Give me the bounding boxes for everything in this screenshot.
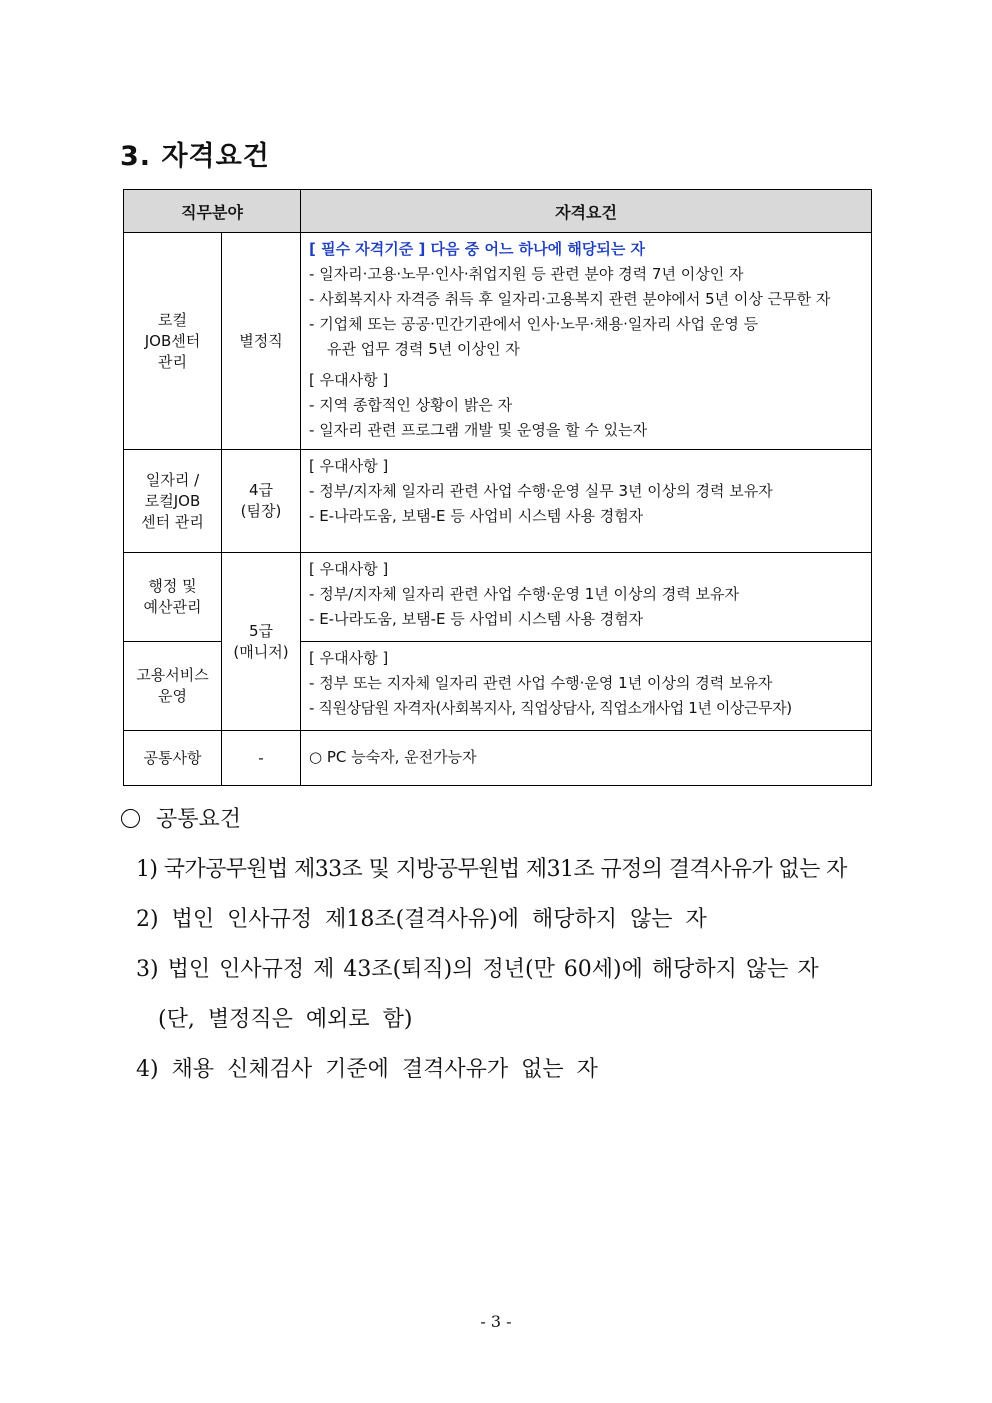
grade-line: - — [258, 748, 264, 767]
header-job-field: 직무분야 — [124, 190, 301, 233]
job-field-line: 로컬 — [158, 310, 187, 329]
page-number: - 3 - — [480, 1312, 512, 1331]
preferred-item: - 일자리 관련 프로그램 개발 및 운영을 할 수 있는자 — [309, 421, 648, 439]
job-field-line: 고용서비스 — [136, 666, 209, 684]
job-field-line: 행정 및 — [148, 577, 197, 595]
required-item: - 일자리·고용·노무·인사·취업지원 등 관련 분야 경력 7년 이상인 자 — [309, 265, 744, 283]
preferred-title: [ 우대사항 ] — [309, 560, 389, 578]
requirements-cell — [301, 642, 872, 731]
preferred-item: - 지역 종합적인 상황이 밝은 자 — [309, 396, 513, 414]
job-field-cell — [124, 731, 222, 786]
preferred-item: - 정부 또는 지자체 일자리 관련 사업 수행·운영 1년 이상의 경력 보유자 — [309, 674, 773, 692]
preferred-item: - E-나라도움, 보탬-E 등 사업비 시스템 사용 경험자 — [309, 610, 644, 628]
requirements-cell — [301, 450, 872, 553]
table-header-row — [124, 190, 872, 233]
job-field-cell — [124, 642, 222, 731]
grade-line: 5급 — [248, 621, 274, 640]
job-field-line: 센터 관리 — [141, 512, 204, 531]
table-row — [124, 233, 872, 450]
common-requirements — [118, 795, 898, 1095]
common-requirement-note: (단, 별정직은 예외로 함) — [158, 1007, 413, 1032]
table-row — [124, 731, 872, 786]
required-item-continuation: 유관 업무 경력 5년 이상인 자 — [327, 340, 520, 358]
grade-line: 별정직 — [239, 331, 283, 350]
common-requirement-item: 2) 법인 인사규정 제18조(결격사유)에 해당하지 않는 자 — [136, 907, 707, 932]
requirements-cell — [301, 731, 872, 786]
preferred-item: - E-나라도움, 보탬-E 등 사업비 시스템 사용 경험자 — [309, 507, 644, 525]
required-item: - 사회복지사 자격증 취득 후 일자리·고용복지 관련 분야에서 5년 이상 근무한 자 — [309, 290, 831, 308]
requirements-table — [123, 189, 872, 786]
preferred-item: - 정부/지자체 일자리 관련 사업 수행·운영 1년 이상의 경력 보유자 — [309, 585, 739, 603]
job-field-line: 관리 — [158, 352, 187, 371]
job-field-cell — [124, 233, 222, 450]
job-field-line: 로컬JOB — [144, 491, 201, 510]
common-requirement-item: 4) 채용 신체검사 기준에 결격사유가 없는 자 — [136, 1057, 598, 1082]
preferred-item: - 직원상담원 자격자(사회복지사, 직업상담사, 직업소개사업 1년 이상근무자) — [309, 699, 792, 717]
common-requirement-item: 3) 법인 인사규정 제 43조(퇴직)의 정년(만 60세)에 해당하지 않는 자 — [136, 957, 819, 982]
grade-line: 4급 — [248, 481, 274, 499]
requirements-cell — [301, 553, 872, 642]
common-requirement-item: 1) 국가공무원법 제33조 및 지방공무원법 제31조 규정의 결격사유가 없는 자 — [136, 857, 847, 882]
requirements-cell — [301, 233, 872, 450]
grade-line: (매니저) — [233, 642, 289, 661]
header-requirements: 자격요건 — [301, 190, 872, 233]
job-field-line: 예산관리 — [143, 598, 202, 616]
required-item: - 기업체 또는 공공·민간기관에서 인사·노무·채용·일자리 사업 운영 등 — [309, 315, 759, 333]
circle-bullet-icon — [121, 809, 140, 828]
job-field-cell — [124, 553, 222, 642]
required-criteria-title: [ 필수 자격기준 ] 다음 중 어느 하나에 해당되는 자 — [309, 240, 646, 258]
preferred-title: [ 우대사항 ] — [309, 371, 389, 389]
grade-cell — [222, 731, 301, 786]
job-field-line: 일자리 / — [145, 470, 200, 489]
job-field-line: 운영 — [158, 687, 187, 705]
job-field-cell — [124, 450, 222, 553]
common-requirements-heading — [118, 795, 898, 845]
grade-cell — [222, 233, 301, 450]
grade-line: (팀장) — [240, 502, 282, 520]
section-title: 3. 자격요건 — [120, 141, 270, 172]
grade-cell — [222, 450, 301, 553]
preferred-item: - 정부/지자체 일자리 관련 사업 수행·운영 실무 3년 이상의 경력 보유자 — [309, 482, 773, 500]
job-field-line: JOB센터 — [144, 331, 201, 350]
job-field-line: 공통사항 — [143, 748, 202, 767]
preferred-title: [ 우대사항 ] — [309, 457, 389, 475]
table-row — [124, 553, 872, 642]
common-item: ○ PC 능숙자, 운전가능자 — [309, 747, 477, 766]
table-row — [124, 450, 872, 553]
common-requirements-title: 공통요건 — [156, 807, 242, 832]
preferred-title: [ 우대사항 ] — [309, 649, 389, 667]
grade-cell — [222, 553, 301, 731]
